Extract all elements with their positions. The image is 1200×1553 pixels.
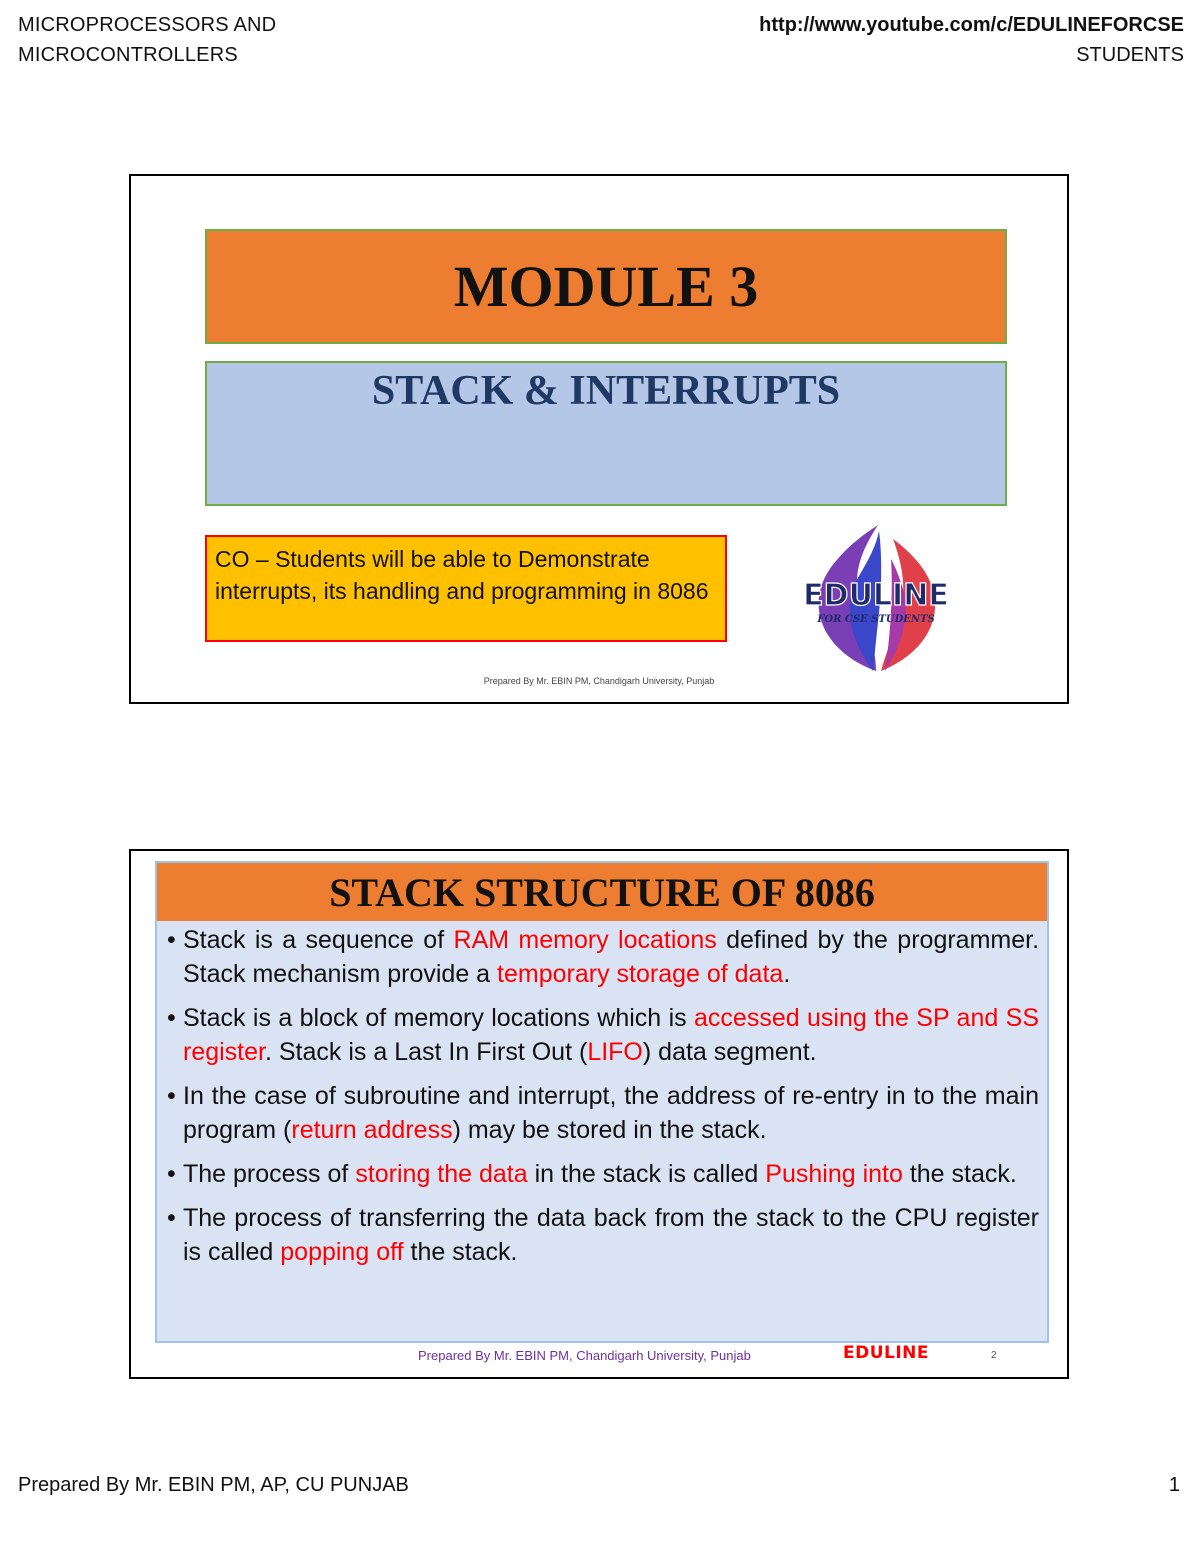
- bullet-text: The process of transferring the data back from the stack to the CPU register is called: [183, 1204, 1039, 1266]
- highlighted-term: return address: [291, 1116, 453, 1144]
- highlighted-term: Pushing into: [765, 1160, 903, 1188]
- document-header-left: [18, 10, 276, 70]
- content-panel: [155, 861, 1049, 1343]
- highlighted-term: accessed using the SP and SS register: [183, 1004, 1039, 1066]
- topic-title: STACK & INTERRUPTS: [371, 368, 841, 414]
- bullet-item: [167, 1001, 1039, 1069]
- bullet-list: [167, 923, 1039, 1279]
- bullet-text: ) may be stored in the stack.: [452, 1116, 767, 1144]
- bullet-dot: •: [167, 926, 176, 954]
- module-title: MODULE 3: [453, 254, 759, 319]
- highlighted-term: popping off: [280, 1238, 404, 1266]
- bullet-text: the stack.: [403, 1238, 518, 1266]
- bullet-dot: •: [167, 1204, 176, 1232]
- module-banner: [205, 229, 1007, 344]
- bullet-text: Stack is a block of memory locations which is: [183, 1004, 695, 1032]
- bullet-item: [167, 1201, 1039, 1269]
- eduline-logo: [781, 521, 971, 681]
- bullet-text: . Stack is a Last In First Out (: [264, 1038, 588, 1066]
- header-url[interactable]: http://www.youtube.com/c/EDULINEFORCSE: [759, 14, 1184, 36]
- slide-2-title-bar: [157, 863, 1047, 921]
- header-subject-line2: MICROCONTROLLERS: [18, 44, 238, 66]
- bullet-text: .: [783, 960, 791, 988]
- page-footer: Prepared By Mr. EBIN PM, AP, CU PUNJAB: [18, 1474, 409, 1496]
- page-number: 1: [1168, 1474, 1180, 1496]
- bullet-text: In the case of subroutine and interrupt, the address of re-entry in to the main program (: [183, 1082, 1039, 1144]
- highlighted-term: storing the data: [355, 1160, 528, 1188]
- logo-tagline: FOR CSE STUDENTS: [817, 614, 935, 625]
- highlighted-term: LIFO: [587, 1038, 643, 1066]
- bullet-dot: •: [167, 1160, 176, 1188]
- slide-2-brand: EDULINE: [843, 1343, 930, 1363]
- header-subject-line1: MICROPROCESSORS AND: [18, 14, 277, 36]
- document-header-right: [759, 10, 1184, 70]
- slide-1: [129, 174, 1069, 704]
- header-url-line2: STUDENTS: [1076, 44, 1184, 66]
- slide-2-title: STACK STRUCTURE OF 8086: [329, 869, 875, 915]
- bullet-dot: •: [167, 1082, 176, 1110]
- bullet-text: The process of: [183, 1160, 356, 1188]
- bullet-text: defined by the programmer. Stack mechanism provide a: [183, 926, 1040, 988]
- bullet-item: [167, 1157, 1039, 1191]
- slide-2-footer: Prepared By Mr. EBIN PM, Chandigarh University, Punjab: [418, 1348, 751, 1363]
- bullet-text: ) data segment.: [642, 1038, 817, 1066]
- slide-2: [129, 849, 1069, 1379]
- bullet-text: the stack.: [902, 1160, 1017, 1188]
- course-outcome-box: CO – Students will be able to Demonstrate interrupts, its handling and programming in 8086: [205, 535, 727, 642]
- topic-banner: [205, 361, 1007, 506]
- bullet-item: [167, 1079, 1039, 1147]
- highlighted-term: RAM memory locations: [453, 926, 717, 954]
- bullet-text: in the stack is called: [527, 1160, 766, 1188]
- slide-1-footer: Prepared By Mr. EBIN PM, Chandigarh University, Punjab: [483, 676, 715, 686]
- highlighted-term: temporary storage of data: [497, 960, 784, 988]
- slide-number: 2: [991, 1350, 997, 1361]
- bullet-dot: •: [167, 1004, 176, 1032]
- bullet-item: [167, 923, 1039, 991]
- bullet-text: Stack is a sequence of: [183, 926, 454, 954]
- logo-wordmark: EDULINE: [803, 578, 949, 613]
